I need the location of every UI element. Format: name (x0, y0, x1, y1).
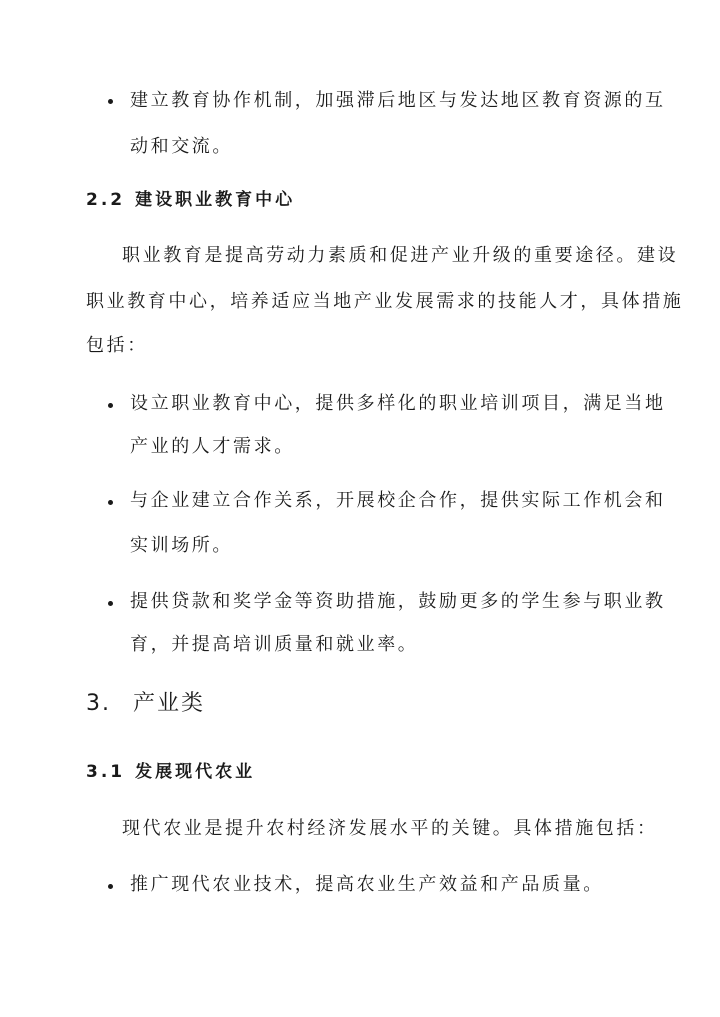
bullet-line: 产业的人才需求。 (130, 436, 295, 457)
bullet-line: 设立职业教育中心，提供多样化的职业培训项目，满足当地 (130, 393, 666, 414)
bullet-dot (108, 403, 113, 408)
section-heading-3 (86, 690, 205, 718)
bullet-line: 推广现代农业技术，提高农业生产效益和产品质量。 (130, 874, 604, 895)
paragraph-line: 职业教育中心，培养适应当地产业发展需求的技能人才，具体措施 (86, 291, 684, 312)
bullet-line: 建立教育协作机制，加强滞后地区与发达地区教育资源的互 (130, 90, 666, 111)
paragraph-line: 现代农业是提升农村经济发展水平的关键。具体措施包括： (122, 818, 658, 839)
section-title: 建设职业教育中心 (135, 190, 296, 210)
bullet-dot (108, 99, 113, 104)
section-number: 3. (86, 691, 111, 716)
bullet-dot (108, 601, 113, 606)
bullet-dot (108, 500, 113, 505)
section-heading-3-1 (86, 761, 255, 783)
section-title: 产业类 (133, 691, 206, 716)
section-number: 3.1 (86, 762, 126, 782)
bullet-line: 动和交流。 (130, 136, 233, 157)
paragraph-line: 职业教育是提高劳动力素质和促进产业升级的重要途径。建设 (122, 245, 679, 266)
section-heading-2-2 (86, 189, 295, 211)
paragraph-line: 包括： (86, 335, 148, 356)
bullet-dot (108, 884, 113, 889)
bullet-line: 育，并提高培训质量和就业率。 (130, 634, 419, 655)
section-title: 发展现代农业 (135, 762, 256, 782)
bullet-line: 提供贷款和奖学金等资助措施，鼓励更多的学生参与职业教 (130, 591, 666, 612)
bullet-line: 实训场所。 (130, 535, 233, 556)
bullet-line: 与企业建立合作关系，开展校企合作，提供实际工作机会和 (130, 490, 666, 511)
section-number: 2.2 (86, 190, 126, 210)
